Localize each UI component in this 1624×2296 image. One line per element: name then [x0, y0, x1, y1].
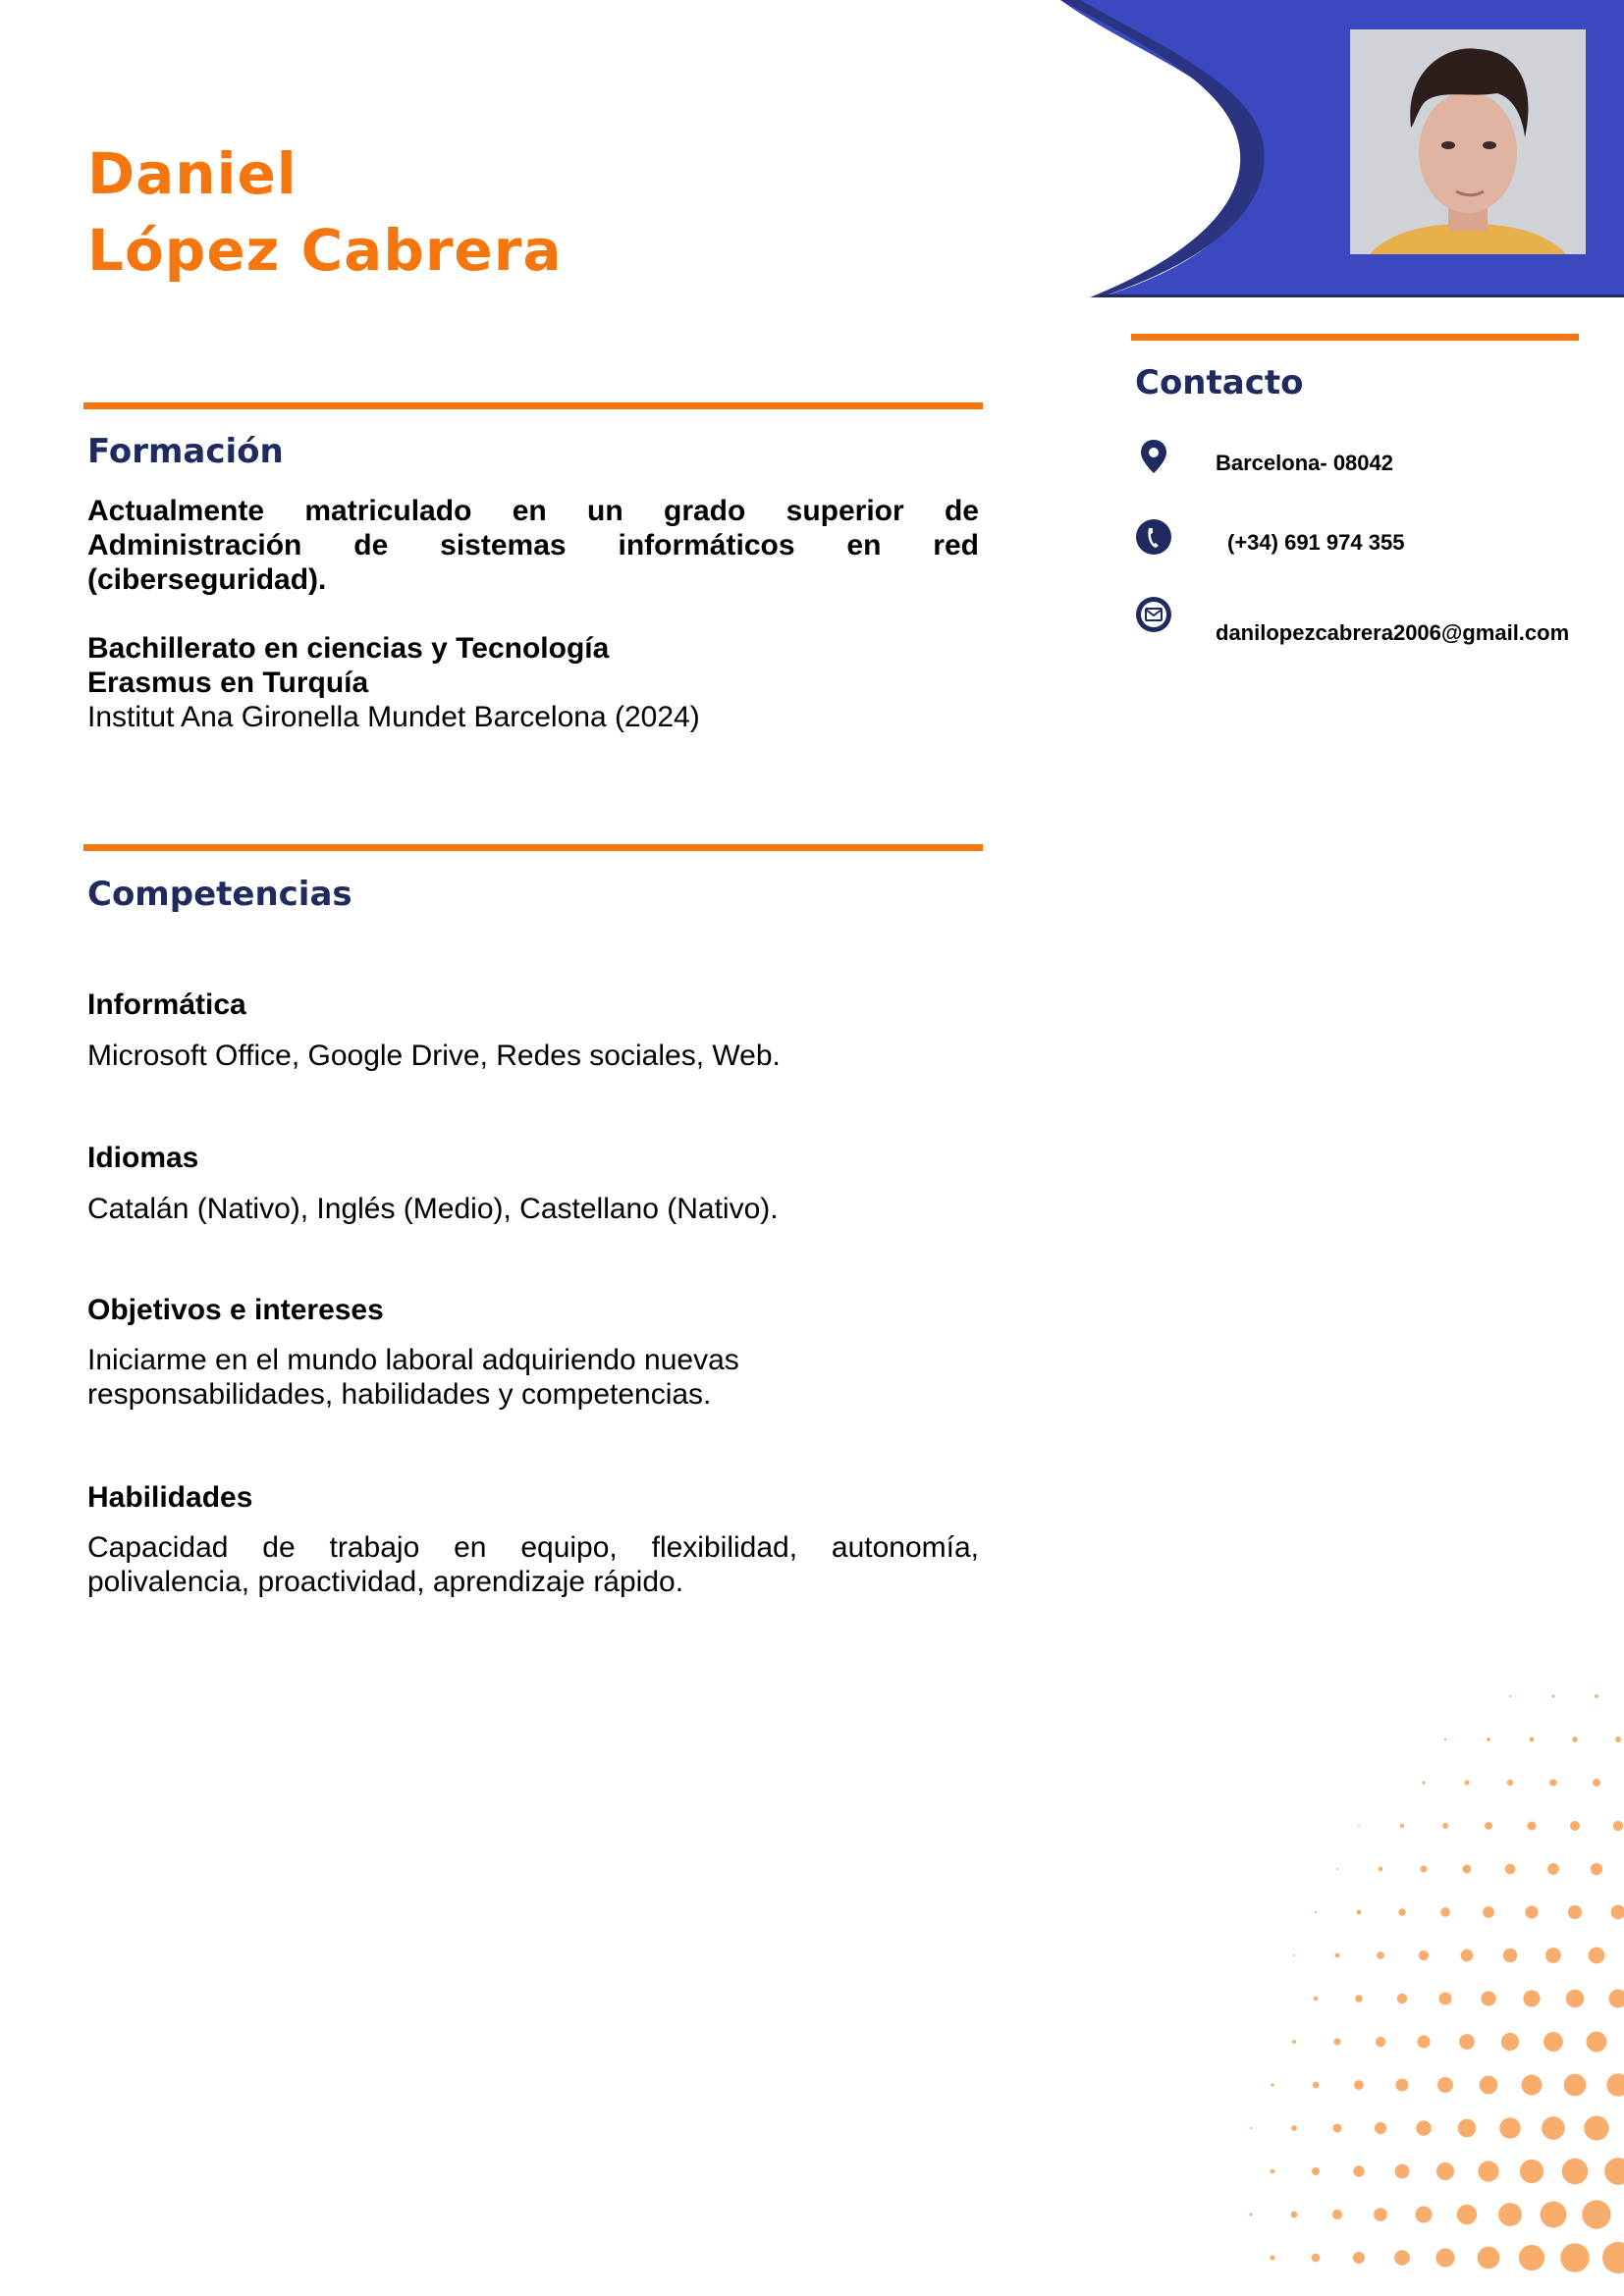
halftone-dot	[1507, 1780, 1513, 1786]
formacion-current-study: Actualmente matriculado en un grado superior de Administración de sistemas informáticos en red (ciberseguridad).	[87, 495, 979, 596]
halftone-dot	[1271, 2083, 1273, 2086]
halftone-dot	[1501, 2033, 1519, 2051]
halftone-dot	[1291, 2125, 1297, 2131]
halftone-dot	[1313, 2082, 1320, 2089]
halftone-dot	[1483, 1906, 1494, 1918]
halftone-dot	[1457, 2205, 1477, 2224]
halftone-dot	[1478, 2161, 1498, 2181]
halftone-dot	[1293, 1954, 1295, 1956]
halftone-dot	[1606, 2073, 1624, 2096]
halftone-dot	[1442, 1823, 1448, 1829]
halftone-dot	[1503, 1949, 1517, 1962]
halftone-dot	[1395, 2164, 1410, 2179]
competencia-text: Capacidad de trabajo en equipo, flexibilidad, autonomía, polivalencia, proactividad, aprendizaje rápido.	[87, 1531, 979, 1598]
contact-location: Barcelona- 08042	[1216, 451, 1393, 475]
halftone-dot	[1519, 2245, 1544, 2270]
halftone-dot	[1421, 1866, 1428, 1873]
halftone-dot	[1335, 1953, 1340, 1958]
halftone-dot	[1562, 2159, 1589, 2185]
halftone-dot	[1355, 1995, 1363, 2002]
halftone-dot	[1602, 2242, 1624, 2273]
halftone-dot	[1527, 1821, 1536, 1830]
halftone-dot	[1379, 1867, 1383, 1872]
halftone-dot	[1375, 2122, 1386, 2134]
halftone-dot	[1435, 2248, 1454, 2267]
halftone-dot	[1358, 1825, 1360, 1827]
halftone-dot	[1499, 2117, 1520, 2138]
halftone-dot	[1312, 2254, 1321, 2263]
halftone-dot	[1396, 2079, 1409, 2092]
halftone-dot	[1560, 2243, 1590, 2272]
halftone-dot	[1498, 2203, 1522, 2226]
halftone-dot	[1609, 1990, 1624, 2008]
location-pin-icon	[1135, 438, 1172, 475]
halftone-dot	[1530, 1737, 1535, 1742]
halftone-dot	[1485, 1822, 1492, 1830]
halftone-dot	[1551, 1694, 1554, 1697]
halftone-dot	[1604, 2158, 1624, 2185]
halftone-dot	[1509, 1695, 1511, 1697]
halftone-dot	[1400, 1824, 1404, 1828]
halftone-dot	[1376, 2037, 1385, 2047]
halftone-dot	[1437, 2077, 1453, 2093]
halftone-dot	[1333, 2038, 1340, 2045]
halftone-dot	[1315, 1911, 1317, 1913]
halftone-dot	[1397, 1994, 1407, 2003]
halftone-dot	[1545, 1948, 1561, 1963]
halftone-dot	[1417, 2035, 1430, 2048]
halftone-dot	[1464, 1780, 1469, 1785]
formacion-title: Formación	[87, 432, 284, 471]
halftone-dot	[1505, 1864, 1516, 1875]
halftone-dot	[1444, 1738, 1446, 1740]
competencia-text-line: Iniciarme en el mundo laboral adquiriendo nuevas	[87, 1344, 739, 1376]
formacion-institution: Institut Ana Gironella Mundet Barcelona (2024)	[87, 701, 700, 733]
halftone-dot	[1481, 1991, 1495, 2005]
halftone-dot	[1250, 2127, 1252, 2129]
halftone-dot	[1377, 1951, 1384, 1959]
profile-photo	[1350, 29, 1586, 254]
competencia-text: Catalán (Nativo), Inglés (Medio), Castellano (Nativo).	[87, 1193, 779, 1225]
competencias-title: Competencias	[87, 875, 352, 914]
halftone-dot	[1522, 2075, 1543, 2096]
halftone-dot	[1615, 1736, 1621, 1742]
halftone-dot	[1593, 1779, 1600, 1787]
halftone-dot	[1249, 2213, 1252, 2216]
competencias-divider	[83, 844, 983, 851]
phone-icon	[1135, 518, 1172, 556]
competencia-heading: Informática	[87, 988, 246, 1021]
contacto-divider	[1131, 334, 1579, 341]
halftone-dot	[1374, 2208, 1387, 2221]
last-name: López Cabrera	[87, 217, 563, 284]
competencia-heading: Habilidades	[87, 1481, 253, 1514]
halftone-dot	[1336, 1868, 1338, 1870]
halftone-dot	[1398, 1908, 1405, 1915]
formacion-erasmus: Erasmus en Turquía	[87, 667, 369, 699]
halftone-dot-decoration	[1080, 1561, 1624, 2296]
formacion-bachillerato: Bachillerato en ciencias y Tecnología	[87, 632, 610, 665]
halftone-dot	[1394, 2250, 1410, 2266]
halftone-dot	[1541, 2202, 1567, 2228]
halftone-dot	[1564, 2074, 1587, 2097]
halftone-dot	[1419, 1950, 1429, 1960]
halftone-dot	[1480, 2076, 1498, 2095]
halftone-dot	[1520, 2160, 1543, 2183]
halftone-dot	[1595, 1694, 1598, 1698]
halftone-dot	[1270, 2255, 1274, 2260]
halftone-dot	[1354, 2080, 1364, 2090]
halftone-dot	[1314, 1997, 1319, 2002]
halftone-dot	[1584, 2115, 1608, 2140]
halftone-dot	[1591, 1863, 1602, 1875]
halftone-dot	[1570, 1821, 1580, 1831]
halftone-dot	[1416, 2120, 1432, 2136]
halftone-dot	[1353, 2252, 1365, 2264]
halftone-dot	[1415, 2206, 1432, 2222]
halftone-dot	[1587, 2032, 1607, 2053]
halftone-dot	[1332, 2123, 1341, 2132]
halftone-dot	[1438, 1992, 1451, 2004]
halftone-dot	[1459, 2034, 1475, 2050]
halftone-dot	[1353, 2165, 1364, 2176]
halftone-dot	[1357, 1910, 1362, 1915]
halftone-dot	[1566, 1990, 1584, 2007]
halftone-dot	[1478, 2247, 1500, 2269]
halftone-dot	[1291, 2212, 1298, 2218]
competencia-heading: Objetivos e intereses	[87, 1294, 384, 1326]
halftone-dot	[1547, 1863, 1559, 1875]
halftone-dot	[1332, 2210, 1342, 2219]
halftone-dot	[1611, 1905, 1624, 1920]
email-icon	[1135, 596, 1172, 633]
halftone-dot	[1523, 1990, 1540, 2006]
halftone-dot	[1487, 1737, 1490, 1741]
halftone-dot	[1292, 2040, 1296, 2044]
halftone-dot	[1582, 2200, 1610, 2228]
halftone-dot	[1542, 2116, 1565, 2140]
contact-email[interactable]: danilopezcabrera2006@gmail.com	[1216, 620, 1570, 645]
halftone-dot	[1543, 2032, 1563, 2052]
halftone-dot	[1613, 1821, 1623, 1831]
halftone-dot	[1436, 2163, 1454, 2180]
halftone-dot	[1463, 1865, 1472, 1874]
halftone-dot	[1525, 1905, 1538, 1918]
competencia-text: Microsoft Office, Google Drive, Redes sociales, Web.	[87, 1040, 781, 1072]
formacion-divider	[83, 402, 983, 409]
first-name: Daniel	[87, 140, 298, 207]
halftone-dot	[1458, 2119, 1477, 2138]
competencia-text-line: responsabilidades, habilidades y competencias.	[87, 1378, 712, 1411]
halftone-dot	[1461, 1949, 1474, 1962]
halftone-dot	[1422, 1781, 1425, 1784]
halftone-dot	[1440, 1907, 1450, 1917]
candidate-name	[87, 135, 563, 289]
halftone-dot	[1549, 1779, 1556, 1786]
halftone-dot	[1312, 2167, 1320, 2175]
competencia-heading: Idiomas	[87, 1142, 199, 1174]
halftone-dot	[1568, 1905, 1582, 1919]
halftone-dot	[1271, 2169, 1275, 2174]
halftone-dot	[1589, 1948, 1605, 1964]
halftone-dot	[1572, 1736, 1578, 1742]
contacto-title: Contacto	[1135, 363, 1304, 402]
contact-phone[interactable]: (+34) 691 974 355	[1227, 530, 1405, 555]
